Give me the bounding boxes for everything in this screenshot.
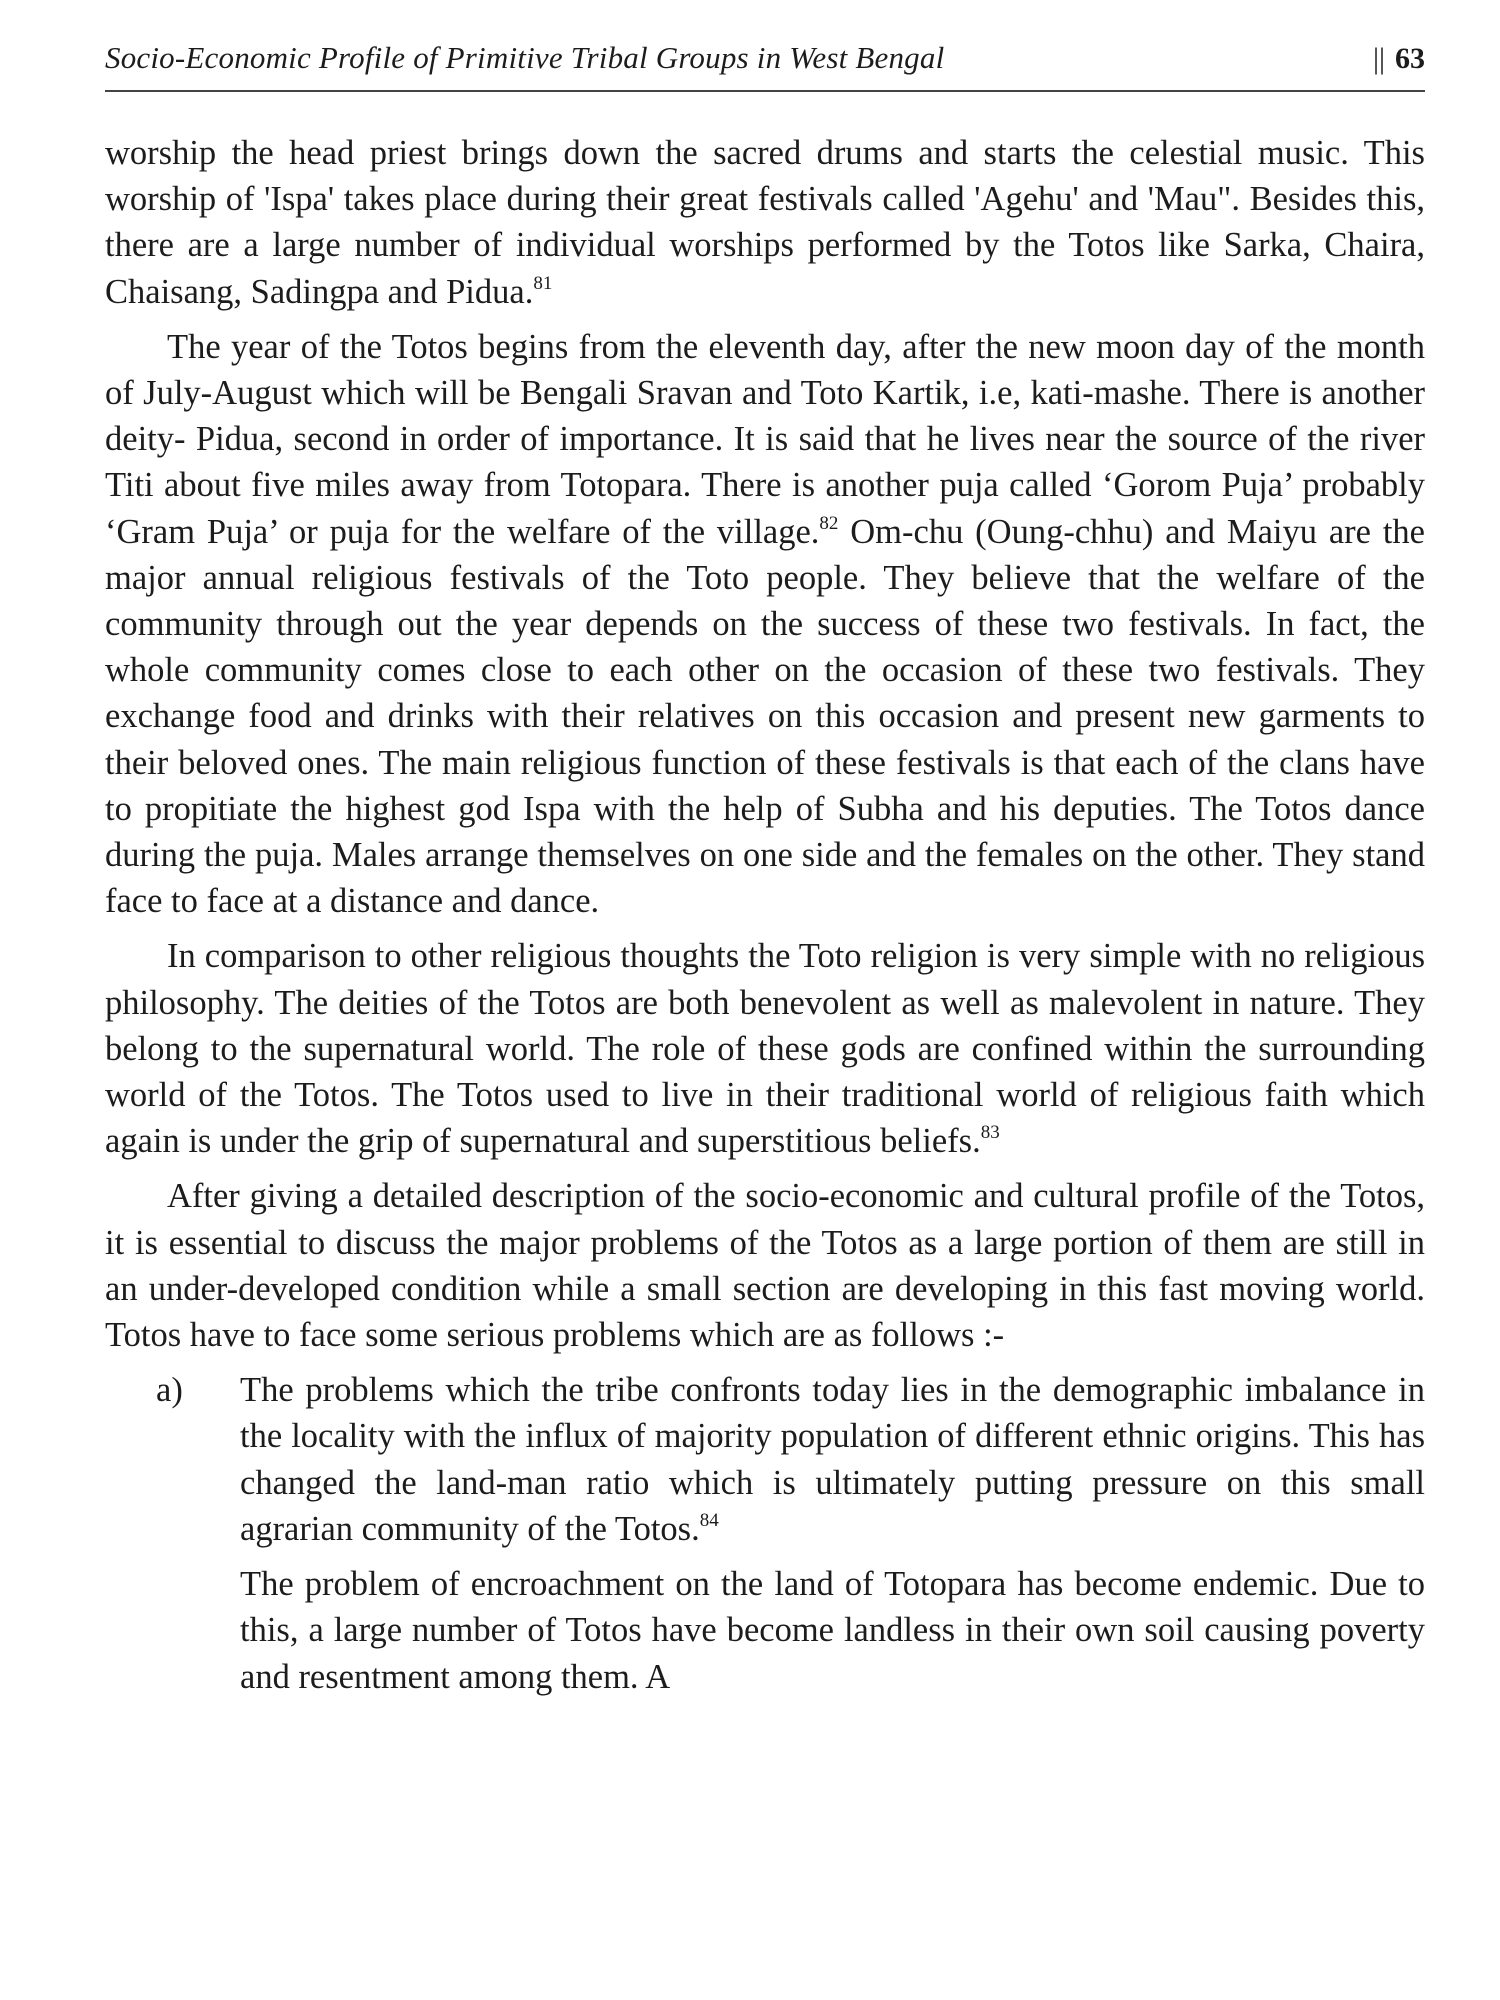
paragraph-text: After giving a detailed description of the socio-economic and cultural profile of the Totos, it is essential to discuss the major problems of the Totos as a large portion of them are still in an under-developed condition while a small section are developing in this fast moving world. Totos have to face some serious problems which are as follows :-	[105, 1177, 1425, 1355]
paragraph-toto-religion	[105, 933, 1425, 1164]
running-header	[105, 40, 1425, 92]
paragraph-problems-intro	[105, 1173, 1425, 1358]
footnote-ref-84: 84	[699, 1509, 719, 1531]
page-separator: ||	[1372, 42, 1385, 75]
paragraph-continued	[105, 130, 1425, 315]
footnote-ref-83: 83	[980, 1122, 1000, 1144]
paragraph-toto-year	[105, 324, 1425, 925]
footnote-ref-82: 82	[819, 512, 839, 534]
list-item-body	[240, 1367, 1425, 1708]
paragraph-text: Om-chu (Oung-chhu) and Maiyu are the major annual religious festivals of the Toto people. They believe that the welfare of the community through out the year depends on the success of these two festivals. In fact, the whole community comes close to each other on the occasion of these two festivals. They exchange food and drinks with their relatives on this occasion and present new garments to their beloved ones. The main religious function of these festivals is that each of the clans have to propitiate the highest god Ispa with the help of Subha and his deputies. The Totos dance during the puja. Males arrange themselves on one side and the females on the other. They stand face to face at a distance and dance.	[105, 512, 1425, 921]
paragraph-text: The problem of encroachment on the land of Totopara has become endemic. Due to this, a large number of Totos have become landless in their own soil causing poverty and resentment among them. A	[240, 1565, 1425, 1696]
body-text	[105, 130, 1425, 1709]
list-item-a	[105, 1367, 1425, 1708]
paragraph-text: The year of the Totos begins from the eleventh day, after the new moon day of the month of July-August which will be Bengali Sravan and Toto Kartik, i.e, kati-mashe. There is another deity- Pidua, second in order of importance. It is said that he lives near the source of the river Titi about five miles away from Totopara. There is another puja called ‘Gorom Puja’ probably ‘Gram Puja’ or puja for the welfare of the village.	[105, 327, 1425, 551]
running-title: Socio-Economic Profile of Primitive Tribal Groups in West Bengal	[105, 40, 945, 75]
paragraph-text: In comparison to other religious thoughts the Toto religion is very simple with no religious philosophy. The deities of the Totos are both benevolent as well as malevolent in nature. They belong to the supernatural world. The role of these gods are confined within the surrounding world of the Totos. The Totos used to live in their traditional world of religious faith which again is under the grip of supernatural and superstitious beliefs.	[105, 937, 1425, 1161]
page-number: 63	[1395, 42, 1425, 75]
list-paragraph	[240, 1367, 1425, 1552]
list-marker: a)	[156, 1371, 183, 1410]
page-number-block	[1373, 42, 1425, 76]
book-page	[105, 40, 1425, 1709]
footnote-ref-81: 81	[533, 272, 553, 294]
list-paragraph	[240, 1561, 1425, 1700]
paragraph-text: worship the head priest brings down the sacred drums and starts the celestial music. This worship of 'Ispa' takes place during their great festivals called 'Agehu' and 'Mau". Besides this, there are a large number of individual worships performed by the Totos like Sarka, Chaira, Chaisang, Sadingpa and Pidua.	[105, 134, 1425, 311]
paragraph-text: The problems which the tribe confronts today lies in the demographic imbalance in the locality with the influx of majority population of different ethnic origins. This has changed the land-man ratio which is ultimately putting pressure on this small agrarian community of the Totos.	[240, 1371, 1425, 1548]
